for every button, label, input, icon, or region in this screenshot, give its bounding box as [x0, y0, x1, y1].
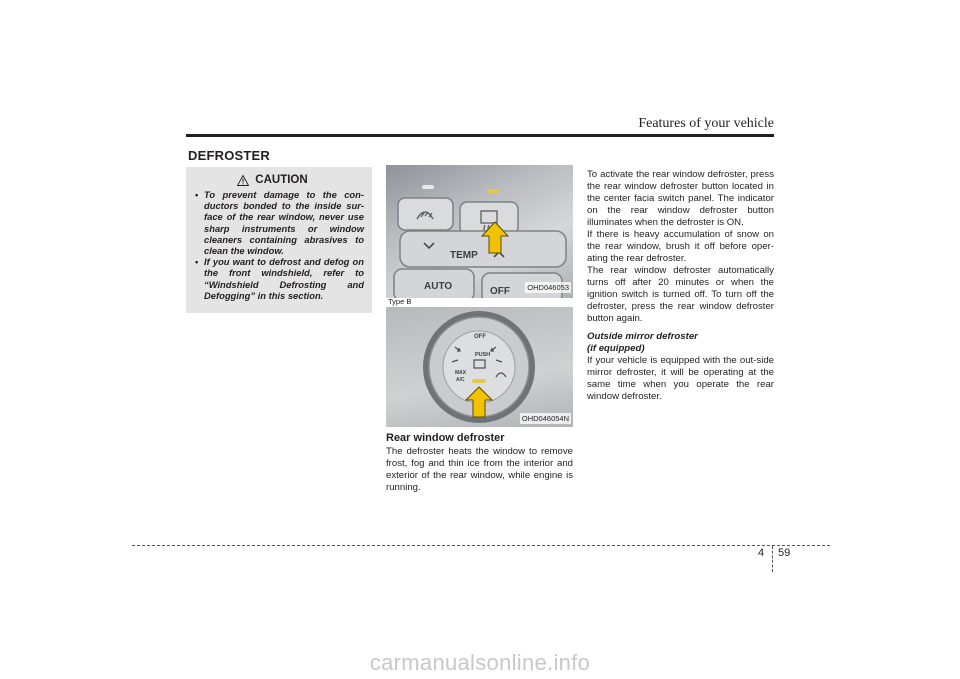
rear-defroster-column	[386, 446, 573, 494]
page-divider	[772, 546, 773, 572]
off-label: OFF	[490, 286, 510, 297]
right-column	[587, 169, 774, 403]
chapter-number: 4	[758, 547, 765, 559]
figure-a-code: OHD046053	[527, 283, 569, 292]
mirror-defroster-heading: Outside mirror defroster	[587, 331, 698, 342]
warning-icon	[237, 175, 249, 186]
figure-a-image	[386, 165, 573, 298]
figure-b-image	[386, 307, 573, 427]
caution-list	[195, 189, 364, 301]
page-number: 59	[778, 547, 791, 559]
dial-ac-label: A/C	[456, 377, 465, 383]
dial-max-label: MAX	[455, 370, 467, 376]
paragraph-auto-off: The rear window defroster automatically turns off after 20 minutes or when the ignition switch is turned off. To turn off the defroster, press the rear window defroster button again.	[587, 265, 774, 324]
mirror-defroster-subheading: (if equipped)	[587, 343, 645, 354]
watermark: carmanualsonline.info	[369, 650, 591, 675]
section-title: DEFROSTER	[188, 148, 270, 163]
dial-push-label: PUSH	[475, 352, 491, 358]
header-rule	[186, 134, 774, 137]
auto-label: AUTO	[424, 281, 453, 292]
dial-off-label: OFF	[474, 334, 486, 340]
caution-box	[186, 167, 372, 313]
figure-b-type-label: Type B	[388, 297, 412, 306]
running-header: Features of your vehicle	[638, 116, 774, 131]
footer-rule	[132, 545, 830, 546]
mirror-defroster-body: If your vehicle is equipped with the out-side mirror defroster, it will be operating at the same time when you operate the rear window defroster.	[587, 355, 774, 402]
rear-defroster-heading: Rear window defroster	[386, 432, 505, 444]
rear-defroster-body: The defroster heats the window to remove frost, fog and thin ice from the interior and exterior of the rear window, while engine is running.	[386, 446, 573, 493]
dial-illustration	[386, 307, 573, 427]
control-panel-illustration	[386, 165, 573, 298]
caution-item-2: • If you want to defrost and defog on the front windshield, refer to “Windshield Defrosting and Defogging” in this section.	[195, 256, 364, 301]
paragraph-snow: If there is heavy accumulation of snow on the rear window, brush it off before oper-ating the rear defroster.	[587, 229, 774, 264]
paragraph-activate: To activate the rear window defroster, press the rear window defroster button located in the center facia switch panel. The indicator on the rear window defroster button illuminates when the defroster is ON.	[587, 169, 774, 228]
temp-label: TEMP	[450, 250, 478, 261]
caution-item-1: • To prevent damage to the con-ductors bonded to the inside sur-face of the rear window, never use sharp instruments or window cleaners containing abrasives to clean the window.	[195, 189, 364, 256]
figure-b-code: OHD046054N	[521, 414, 569, 423]
caution-header	[181, 174, 364, 186]
caution-heading: CAUTION	[255, 174, 308, 186]
